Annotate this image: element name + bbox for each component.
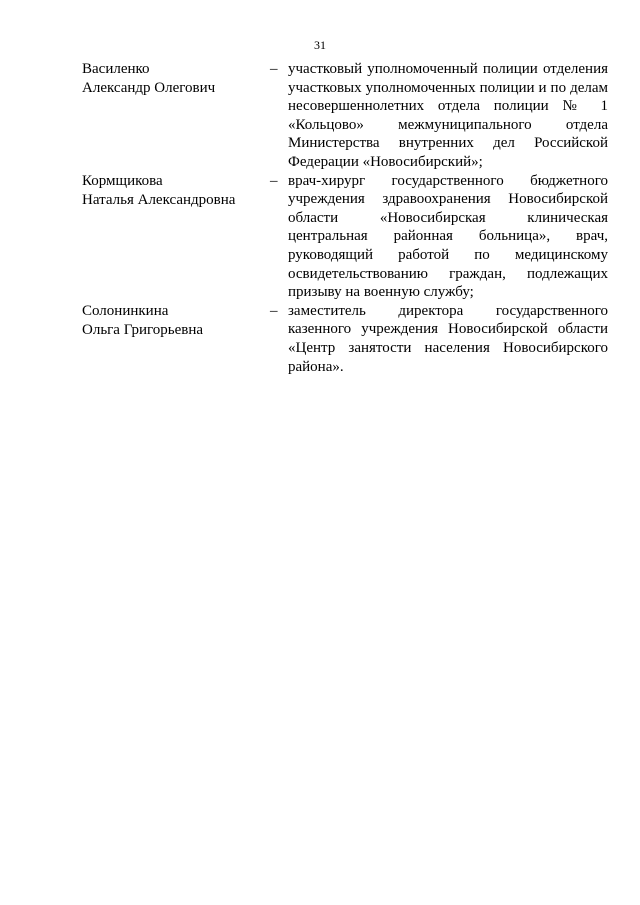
position-line: руководящий работой по медицинскому [288, 246, 608, 263]
position-line: Министерства внутренних дел Российской [288, 135, 608, 152]
position-line: казенного учреждения Новосибирской области [288, 321, 608, 338]
member-given-names: Наталья Александровна [82, 191, 236, 208]
position-line: участковый уполномоченный полиции отделения [288, 61, 608, 77]
member-list [82, 60, 608, 376]
member-position [288, 172, 608, 302]
position-line: «Кольцово» межмуниципального отдела [288, 116, 608, 133]
position-line: освидетельствованию граждан, подлежащих [288, 265, 608, 282]
member-entry-kormshchikova [82, 172, 608, 302]
position-line: заместитель директора государственного [288, 302, 608, 319]
position-line: Федерации «Новосибирский»; [288, 153, 483, 170]
member-given-names: Ольга Григорьевна [82, 321, 204, 338]
member-name [82, 302, 270, 340]
position-line: «Центр занятости населения Новосибирского [288, 339, 608, 356]
position-line: несовершеннолетних отдела полиции № 1 [288, 98, 608, 115]
page-number: 31 [314, 38, 326, 52]
position-line: центральная районная больница», врач, [288, 228, 608, 245]
member-position [288, 60, 608, 172]
position-line: врач-хирург государственного бюджетного [288, 172, 608, 189]
member-given-names: Александр Олегович [82, 80, 216, 96]
dash-separator: – [270, 61, 278, 77]
member-surname: Василенко [82, 61, 150, 77]
position-line: района». [288, 358, 344, 375]
dash-separator: – [270, 172, 278, 189]
position-line: области «Новосибирская клиническая [288, 209, 608, 226]
member-position [288, 302, 608, 376]
dash-separator: – [270, 302, 278, 319]
position-line: учреждения здравоохранения Новосибирской [288, 191, 608, 208]
member-name [82, 172, 270, 210]
member-surname: Кормщикова [82, 172, 163, 189]
position-line: участковых уполномоченных полиции и по делам [288, 79, 608, 96]
member-name [82, 60, 270, 98]
member-entry-soloninkina [82, 302, 608, 376]
position-line: призыву на военную службу; [288, 284, 474, 301]
member-entry-vasilenko [82, 60, 608, 172]
member-surname: Солонинкина [82, 302, 169, 319]
